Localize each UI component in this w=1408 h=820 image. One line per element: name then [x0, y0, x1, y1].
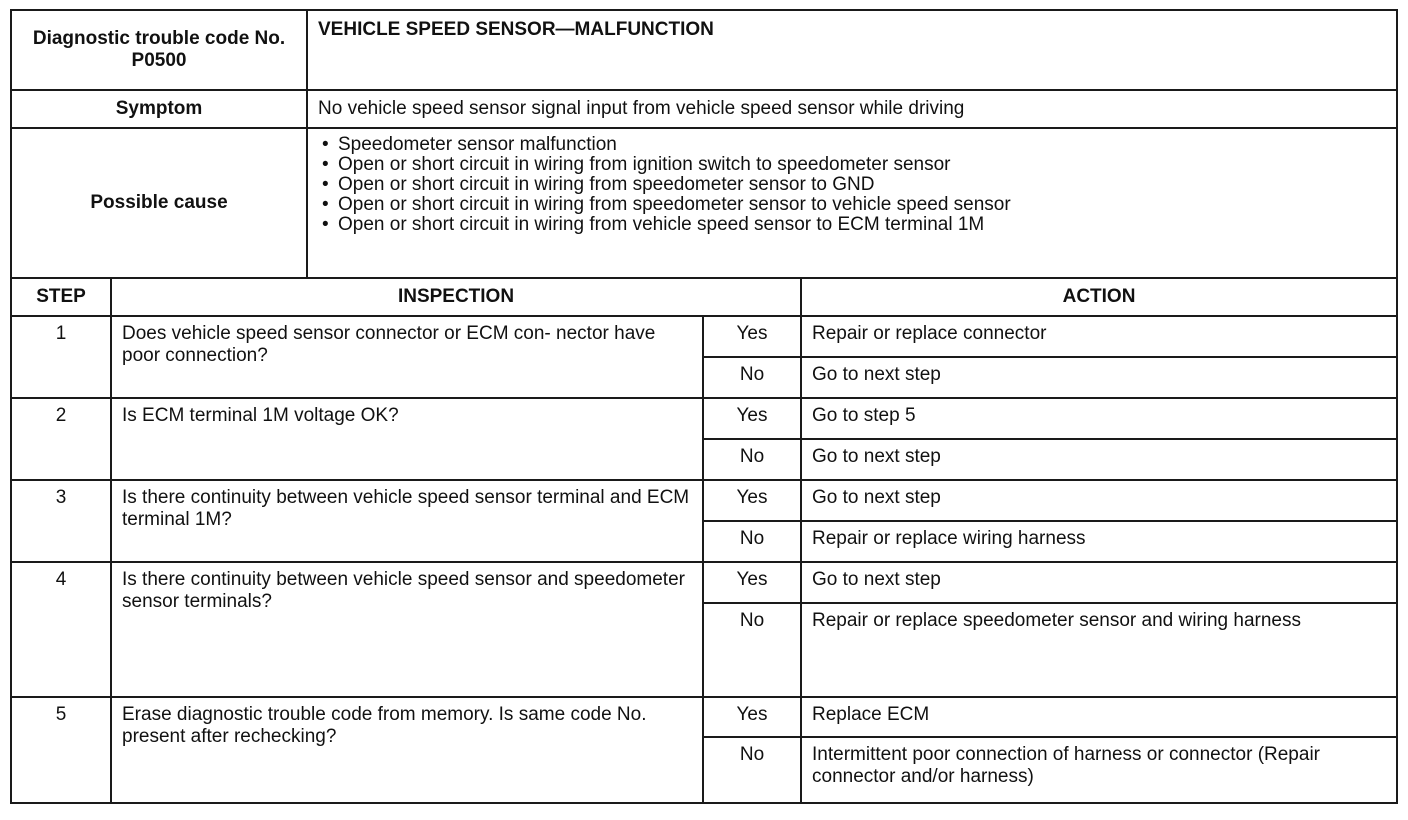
symptom-label: Symptom [11, 90, 307, 128]
page-title: VEHICLE SPEED SENSOR—MALFUNCTION [307, 10, 1397, 90]
yes-label: Yes [703, 316, 801, 357]
no-action: Go to next step [801, 439, 1397, 480]
cause-item: • Open or short circuit in wiring from ignition switch to speedometer sensor [318, 155, 1386, 175]
no-action: Repair or replace wiring harness [801, 521, 1397, 562]
diagnostic-table [10, 9, 1398, 804]
no-action: Repair or replace speedometer sensor and wiring harness [801, 603, 1397, 697]
no-label: No [703, 521, 801, 562]
step-number: 1 [11, 316, 111, 398]
possible-cause-list [308, 129, 1396, 239]
column-action: ACTION [801, 278, 1397, 316]
no-label: No [703, 439, 801, 480]
yes-label: Yes [703, 398, 801, 439]
table-row [11, 398, 1397, 439]
possible-cause-label: Possible cause [11, 128, 307, 278]
code-label: Diagnostic trouble code No. P0500 [11, 10, 307, 90]
header-row [11, 10, 1397, 90]
table-row [11, 697, 1397, 737]
column-step: STEP [11, 278, 111, 316]
table-row [11, 316, 1397, 357]
possible-cause-cell [307, 128, 1397, 278]
inspection-text: Erase diagnostic trouble code from memory. Is same code No. present after rechecking? [111, 697, 703, 803]
symptom-row [11, 90, 1397, 128]
diagnostic-sheet [10, 9, 1396, 804]
yes-action: Go to next step [801, 562, 1397, 603]
step-number: 4 [11, 562, 111, 697]
table-row [11, 562, 1397, 603]
column-header-row [11, 278, 1397, 316]
inspection-text: Is ECM terminal 1M voltage OK? [111, 398, 703, 480]
possible-cause-row [11, 128, 1397, 278]
yes-action: Repair or replace connector [801, 316, 1397, 357]
no-action: Go to next step [801, 357, 1397, 398]
step-number: 3 [11, 480, 111, 562]
no-label: No [703, 357, 801, 398]
no-action: Intermittent poor connection of harness or connector (Repair connector and/or harness) [801, 737, 1397, 803]
inspection-text: Is there continuity between vehicle speed sensor and speedometer sensor terminals? [111, 562, 703, 697]
column-inspection: INSPECTION [111, 278, 801, 316]
yes-action: Replace ECM [801, 697, 1397, 737]
no-label: No [703, 737, 801, 803]
cause-item: • Open or short circuit in wiring from vehicle speed sensor to ECM terminal 1M [318, 215, 1386, 235]
cause-item: • Open or short circuit in wiring from speedometer sensor to vehicle speed sensor [318, 195, 1386, 215]
yes-label: Yes [703, 697, 801, 737]
inspection-text: Does vehicle speed sensor connector or ECM con- nector have poor connection? [111, 316, 703, 398]
no-label: No [703, 603, 801, 697]
yes-label: Yes [703, 562, 801, 603]
cause-item: • Open or short circuit in wiring from speedometer sensor to GND [318, 175, 1386, 195]
inspection-text: Is there continuity between vehicle speed sensor terminal and ECM terminal 1M? [111, 480, 703, 562]
yes-label: Yes [703, 480, 801, 521]
yes-action: Go to step 5 [801, 398, 1397, 439]
cause-item: • Speedometer sensor malfunction [318, 135, 1386, 155]
step-number: 2 [11, 398, 111, 480]
yes-action: Go to next step [801, 480, 1397, 521]
symptom-text: No vehicle speed sensor signal input from vehicle speed sensor while driving [307, 90, 1397, 128]
step-number: 5 [11, 697, 111, 803]
table-row [11, 480, 1397, 521]
